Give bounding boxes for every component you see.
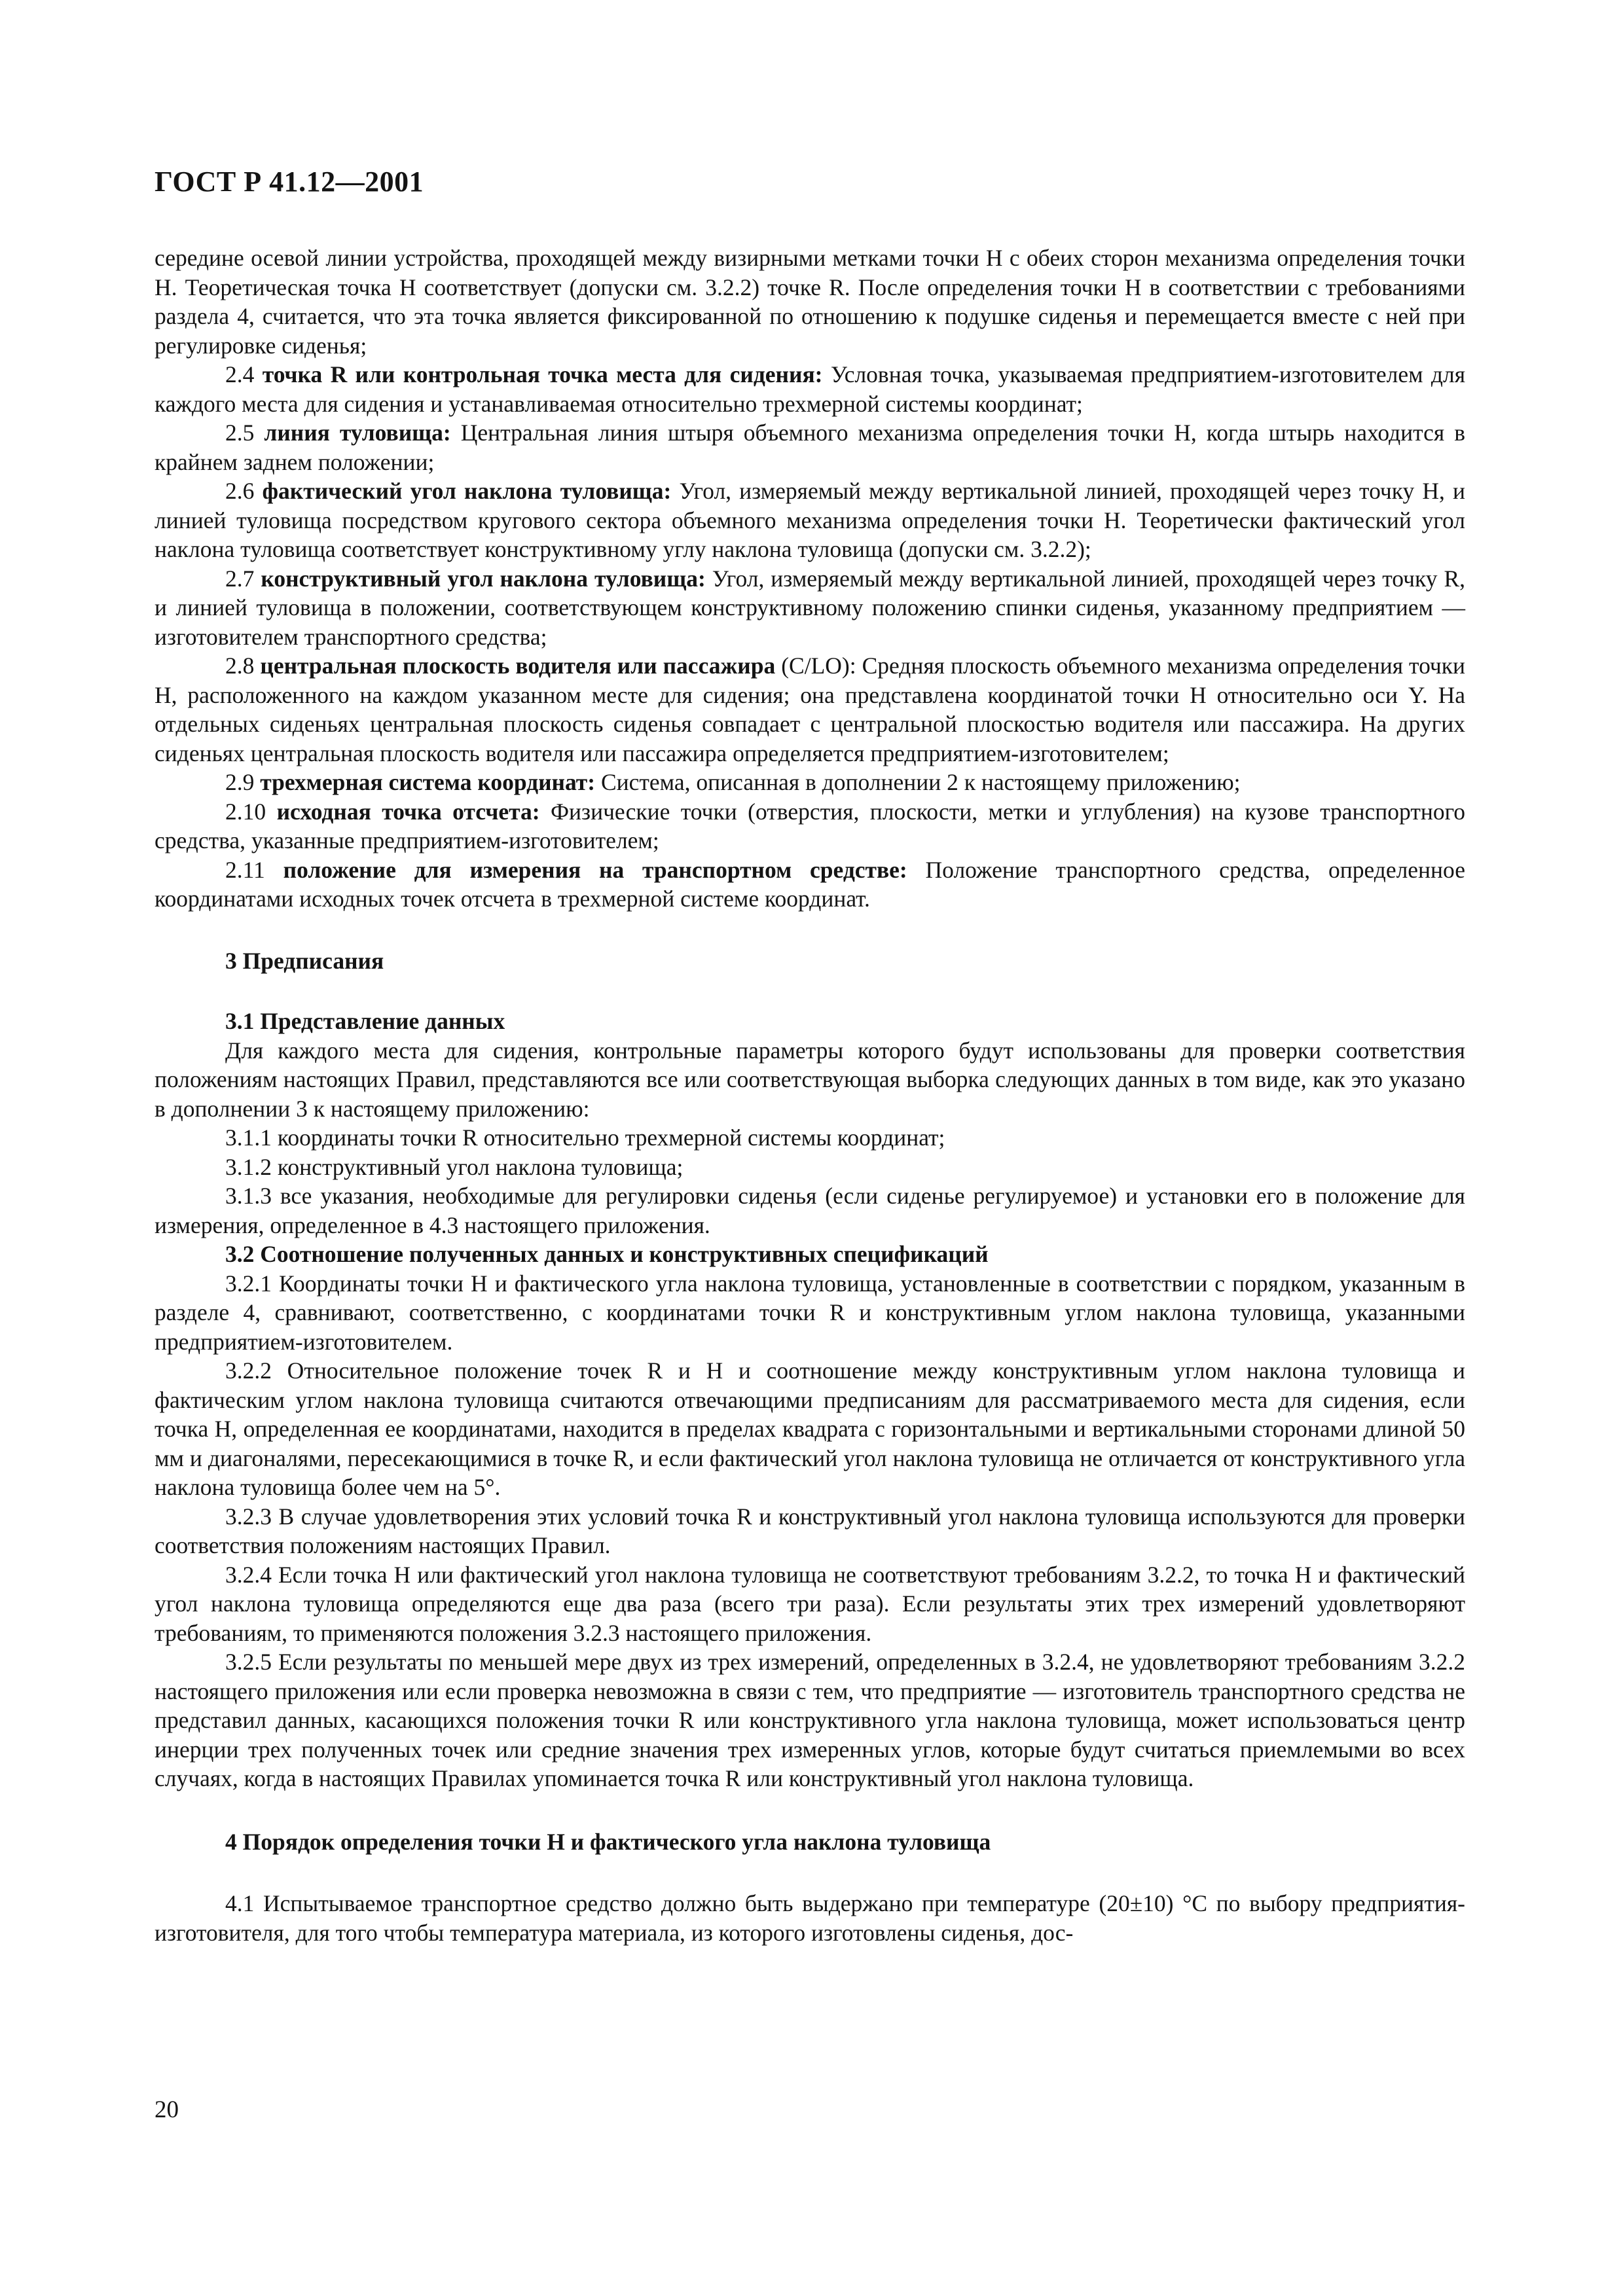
paragraph-3-2-1: 3.2.1 Координаты точки H и фактического угла наклона туловища, установленные в соответствии с порядком, указанным в разделе 4, сравнивают, соответственно, с координатами точки R и конструктивным углом наклона туловища, указанными предприятием-изготовителем. xyxy=(155,1270,1465,1355)
definition-term: положение для измерения на транспортном средстве: xyxy=(283,856,907,883)
item-number: 2.8 xyxy=(225,653,255,679)
document-header: ГОСТ Р 41.12—2001 xyxy=(155,166,424,198)
page-number: 20 xyxy=(155,2096,179,2123)
item-number: 2.7 xyxy=(225,565,255,592)
paragraph-3-1-2: 3.1.2 конструктивный угол наклона туловища; xyxy=(225,1153,684,1180)
subsection-title-3-2: 3.2 Соотношение полученных данных и конструктивных спецификаций xyxy=(225,1241,989,1267)
definition-term: центральная плоскость водителя или пассажира xyxy=(260,653,776,679)
item-number: 2.4 xyxy=(225,361,255,387)
document-body xyxy=(155,243,1465,1947)
definition-2-10 xyxy=(155,797,1465,855)
definition-term: конструктивный угол наклона туловища: xyxy=(261,565,706,592)
definition-text: Угол, измеряемый между вертикальной линией, проходящей через точку H, и линией туловища посредством кругового сектора объемного механизма определения точки H. Теоретически фактический угол наклона туловища соответствует конструктивному углу наклона туловища (допуски см. 3.2.2); xyxy=(155,478,1465,562)
definition-term: точка R или контрольная точка места для сидения: xyxy=(262,361,823,387)
definition-term: исходная точка отсчета: xyxy=(276,798,540,825)
item-number: 2.10 xyxy=(225,798,266,825)
paragraph-3-2-4: 3.2.4 Если точка H или фактический угол наклона туловища не соответствуют требованиям 3.2.2, то точка H и фактический угол наклона туловища определяются еще два раза (всего три раза). Если результаты этих трех измерений удовлетворяют требованиям, то применяются положения 3.2.3 настоящего приложения. xyxy=(155,1561,1465,1646)
section-title-3: 3 Предписания xyxy=(225,947,384,974)
paragraph-continuation: середине осевой линии устройства, проходящей между визирными метками точки H с обеих сторон механизма определения точки H. Теоретическая точка H соответствует (допуски см. 3.2.2) точке R. После определения точки H в соответствии с требованиями раздела 4, считается, что эта точка является фиксированной по отношению к подушке сиденья и перемещается вместе с ней при регулировке сиденья; xyxy=(155,245,1465,359)
paragraph-3-2-3: 3.2.3 В случае удовлетворения этих условий точка R и конструктивный угол наклона туловища используются для проверки соответствия положениям настоящих Правил. xyxy=(155,1503,1465,1558)
definition-text: Центральная линия штыря объемного механизма определения точки H, когда штырь находится в крайнем заднем положении; xyxy=(155,420,1465,475)
subsection-title-3-1: 3.1 Представление данных xyxy=(225,1008,505,1034)
definition-2-11 xyxy=(155,855,1465,914)
definition-2-9 xyxy=(155,768,1465,797)
definition-2-6 xyxy=(155,476,1465,564)
paragraph-3-2-2: 3.2.2 Относительное положение точек R и H и соотношение между конструктивным углом наклона туловища и фактическим углом наклона туловища считаются отвечающими предписаниям для рассматриваемого места для сидения, если точка H, определенная ее координатами, находится в пределах квадрата с горизонтальными и вертикальными сторонами длиной 50 мм и диагоналями, пересекающимися в точке R, и если фактический угол наклона туловища не отличается от конструктивного угла наклона туловища более чем на 5°. xyxy=(155,1357,1465,1500)
definition-term: линия туловища: xyxy=(264,420,451,446)
item-number: 2.5 xyxy=(225,420,255,446)
definition-2-8 xyxy=(155,651,1465,768)
definition-text: Условная точка, указываемая предприятием-изготовителем для каждого места для сидения и устанавливаемая относительно трехмерной системы координат; xyxy=(155,361,1466,417)
item-number: 2.6 xyxy=(225,478,255,504)
definition-text: Система, описанная в дополнении 2 к настоящему приложению; xyxy=(600,769,1241,795)
definition-2-4 xyxy=(155,360,1465,418)
section-title-4: 4 Порядок определения точки H и фактического угла наклона туловища xyxy=(225,1828,991,1855)
definition-text: Физические точки (отверстия, плоскости, метки и углубления) на кузове транспортного средства, указанные предприятием-изготовителем; xyxy=(155,798,1466,853)
paragraph-3-1: Для каждого места для сидения, контрольные параметры которого будут использованы для проверки соответствия положениям настоящих Правил, представляются все или соответствующая выборка следующих данных в том виде, как это указано в дополнении 3 к настоящему приложению: xyxy=(155,1037,1465,1122)
definition-2-7 xyxy=(155,564,1465,652)
paragraph-3-1-1: 3.1.1 координаты точки R относительно трехмерной системы координат; xyxy=(225,1124,945,1151)
definition-text: Положение транспортного средства, определенное координатами исходных точек отсчета в трехмерной системе координат. xyxy=(155,856,1465,912)
definition-term: фактический угол наклона туловища: xyxy=(262,478,672,504)
definition-text: Угол, измеряемый между вертикальной линией, проходящей через точку R, и линией туловища в положении, соответствующем конструктивному положению спинки сиденья, указанному предприятием — изготовителем транспортного средства; xyxy=(155,565,1466,650)
item-number: 2.11 xyxy=(225,856,265,883)
definition-2-5 xyxy=(155,418,1465,476)
definition-term: трехмерная система координат: xyxy=(260,769,596,795)
paragraph-3-2-5: 3.2.5 Если результаты по меньшей мере двух из трех измерений, определенных в 3.2.4, не удовлетворяют требованиям 3.2.2 настоящего приложения или если проверка невозможна в связи с тем, что предприятие — изготовитель транспортного средства не представил данных, касающихся положения точки R или конструктивного угла наклона туловища, может использоваться центр инерции трех полученных точек или средние значения трех измеренных углов, которые будут считаться приемлемыми во всех случаях, когда в настоящих Правилах упоминается точка R или конструктивный угол наклона туловища. xyxy=(155,1649,1465,1791)
paragraph-3-1-3: 3.1.3 все указания, необходимые для регулировки сиденья (если сиденье регулируемое) и установки его в положение для измерения, определенное в 4.3 настоящего приложения. xyxy=(155,1183,1465,1238)
definition-text: (C/LO): Средняя плоскость объемного механизма определения точки H, расположенного на каждом указанном месте для сидения; она представлена координатой точки H относительно оси Y. На отдельных сиденьях центральная плоскость сиденья совпадает с центральной плоскостью водителя или пассажира. На других сиденьях центральная плоскость водителя или пассажира определяется предприятием-изготовителем; xyxy=(155,653,1465,766)
paragraph-4-1: 4.1 Испытываемое транспортное средство должно быть выдержано при температуре (20±10) °C по выбору предприятия-изготовителя, для того чтобы температура материала, из которого изготовлены сиденья, дос- xyxy=(155,1890,1465,1946)
item-number: 2.9 xyxy=(225,769,255,795)
